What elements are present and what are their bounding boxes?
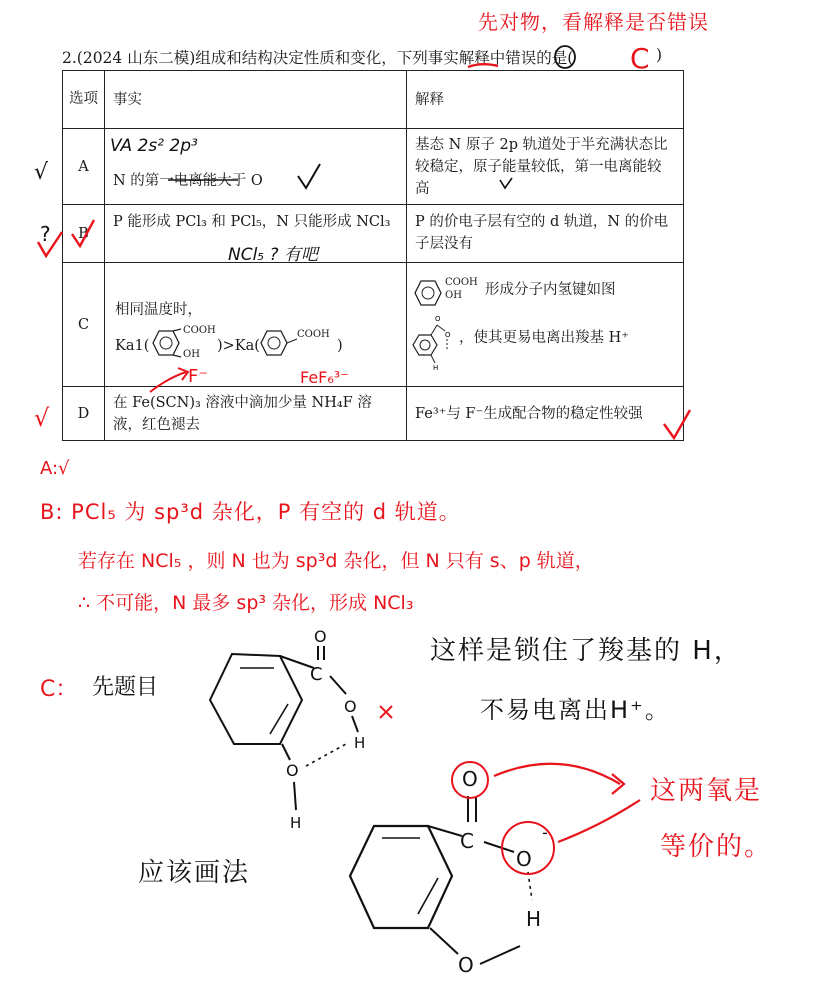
- fact-c-ka1: Ka1(: [115, 338, 150, 354]
- note-b-line3: ∴ 不可能，N 最多 sp³ 杂化，形成 NCl₃: [78, 592, 414, 614]
- explanation-a: 基态 N 原子 2p 轨道处于半充满状态比较稳定，原子能量较低，第一电离能较高: [407, 129, 684, 205]
- explanation-c-cooh: COOH: [445, 277, 478, 288]
- note-c-should-draw: 应该画法: [138, 858, 251, 888]
- header-fact: 事实: [105, 71, 407, 129]
- margin-mark-b: ?: [40, 222, 51, 246]
- answer-letter: C: [630, 42, 650, 75]
- header-explanation: 解释: [407, 71, 684, 129]
- top-annotation-note: 先对物，看解释是否错误: [478, 10, 709, 34]
- note-c-two-o: 这两氧是: [650, 776, 763, 806]
- note-row-d-fminus: F⁻: [188, 366, 208, 387]
- fact-c-oh: OH: [183, 349, 200, 360]
- svg-text:O: O: [516, 847, 532, 871]
- note-row-b-ncl5: NCl₅ ? 有吧: [228, 245, 318, 265]
- svg-text:O: O: [458, 953, 474, 977]
- svg-text:O: O: [344, 697, 357, 716]
- fact-b: P 能形成 PCl₃ 和 PCl₅，N 只能形成 NCl₃: [105, 205, 407, 263]
- fact-c-cooh1: COOH: [183, 325, 216, 336]
- note-a: A:√: [40, 458, 70, 479]
- note-row-d-fef6: FeF₆³⁻: [300, 368, 349, 387]
- note-b-line2: 若存在 NCl₅ ，则 N 也为 sp³d 杂化，但 N 只有 s、p 轨道，: [78, 550, 594, 572]
- svg-text:H: H: [433, 364, 439, 372]
- fact-d: 在 Fe(SCN)₃ 溶液中滴加少量 NH₄F 溶液，红色褪去: [105, 387, 407, 441]
- svg-text:C: C: [310, 664, 323, 685]
- option-d: D: [63, 387, 105, 441]
- explanation-b: P 的价电子层有空的 d 轨道，N 的价电子层没有: [407, 205, 684, 263]
- fact-c-gt: )>Ka(: [217, 338, 260, 354]
- question-text: 2.(2024 山东二模)组成和结构决定性质和变化，下列事实解释中错误的是(: [62, 49, 574, 67]
- svg-text:O: O: [314, 627, 327, 646]
- explanation-c-oh: OH: [445, 290, 462, 301]
- fact-c-line1: 相同温度时，: [115, 302, 202, 318]
- header-option: 选项: [63, 71, 105, 129]
- svg-text:-: -: [542, 823, 548, 842]
- note-row-a-config: VA 2s² 2p³: [110, 136, 198, 156]
- svg-text:H: H: [354, 734, 366, 752]
- answer-paren-close: ): [656, 46, 663, 64]
- option-c: C: [63, 263, 105, 387]
- note-c-label: C：: [40, 677, 78, 702]
- option-b: B: [63, 205, 105, 263]
- svg-text:O: O: [462, 767, 478, 791]
- explanation-c-line1: 形成分子内氢键如图: [485, 282, 616, 298]
- svg-text:C: C: [460, 829, 474, 853]
- explanation-c-line2: ，使其更易电离出羧基 H⁺: [459, 330, 629, 346]
- svg-text:H: H: [290, 814, 302, 832]
- margin-mark-d: √: [34, 404, 50, 432]
- svg-text:O: O: [445, 331, 451, 339]
- option-a: A: [63, 129, 105, 205]
- note-b-line1: B: PCl₅ 为 sp³d 杂化，P 有空的 d 轨道。: [40, 500, 461, 524]
- note-c-equiv: 等价的。: [660, 832, 773, 862]
- fact-c-close: ): [337, 338, 343, 354]
- svg-text:O: O: [435, 315, 441, 323]
- note-c-explain1: 这样是锁住了羧基的 H，: [430, 636, 742, 666]
- note-c-reason: 先题目: [92, 675, 159, 700]
- note-c-explain2: 不易电离出H⁺。: [480, 696, 671, 724]
- svg-text:O: O: [286, 761, 299, 780]
- fact-a: N 的第一电离能大于 O: [105, 129, 407, 205]
- margin-mark-a: √: [34, 160, 49, 185]
- svg-text:H: H: [526, 907, 542, 931]
- explanation-d: Fe³⁺与 F⁻生成配合物的稳定性较强: [407, 387, 684, 441]
- fact-c-cooh2: COOH: [297, 329, 330, 340]
